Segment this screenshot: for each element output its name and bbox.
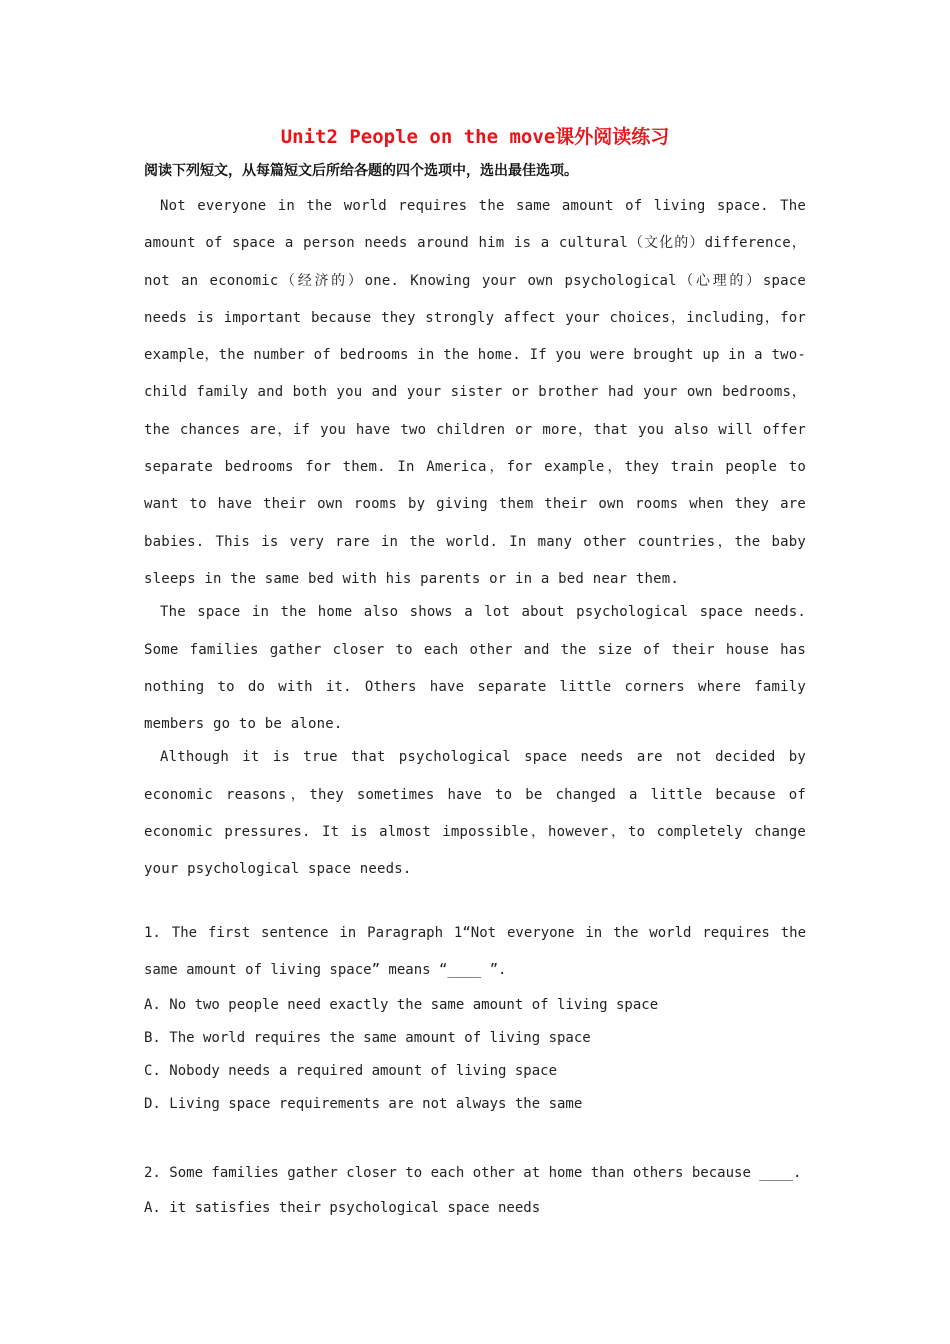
question-stem: 2. Some families gather closer to each other at home than others because ____. <box>144 1164 802 1181</box>
option-b: B. The world requires the same amount of living space <box>144 1029 591 1046</box>
option-a: A. it satisfies their psychological space needs <box>144 1199 541 1216</box>
option-a: A. No two people need exactly the same amount of living space <box>144 996 659 1013</box>
document-page <box>144 120 806 1225</box>
option-d: D. Living space requirements are not always the same <box>144 1095 583 1112</box>
option-c: C. Nobody needs a required amount of living space <box>144 1062 558 1079</box>
question-stem: 1. The first sentence in Paragraph 1“Not everyone in the world requires the same amount of living space” means “____ ”. <box>144 924 806 978</box>
document-title: Unit2 People on the move课外阅读练习 <box>280 126 670 148</box>
passage-paragraph-3: Although it is true that psychological space needs are not decided by economic reasons，they sometimes have to be changed a little because of economic pressures. It is almost impossible，however，to completely change your psychological space needs. <box>144 749 806 878</box>
passage-paragraph-2: The space in the home also shows a lot about psychological space needs. Some families gather closer to each other and the size of their house has nothing to do with it. Others have separate little corners where family members go to be alone. <box>144 604 806 733</box>
passage-paragraph-1: Not everyone in the world requires the same amount of living space. The amount of space a person needs around him is a cultural（文化的）difference，not an economic（经济的）one. Knowing your own psychological（心理的）space needs is important because they strongly affect your choices，including，for example，the number of bedrooms in the home. If you were brought up in a two-child family and both you and your sister or brother had your own bedrooms，the chances are，if you have two children or more，that you also will offer separate bedrooms for them. In America，for example，they train people to want to have their own rooms by giving them their own rooms when they are babies. This is very rare in the world. In many other countries，the baby sleeps in the same bed with his parents or in a bed near them. <box>144 198 806 587</box>
question-2 <box>144 1155 806 1225</box>
reading-passage <box>144 188 806 889</box>
question-1 <box>144 915 806 1121</box>
instructions: 阅读下列短文，从每篇短文后所给各题的四个选项中，选出最佳选项。 <box>144 163 578 179</box>
